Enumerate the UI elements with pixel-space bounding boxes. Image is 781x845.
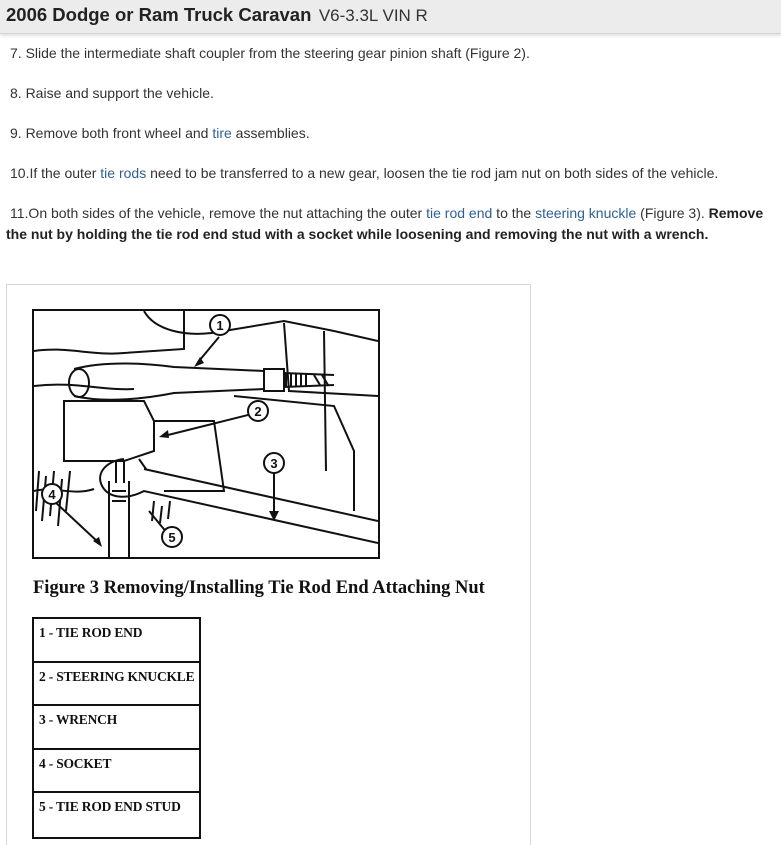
callout-2: 2 [254,404,262,419]
step-8 [10,83,214,104]
inline-link[interactable]: steering knuckle [535,205,637,221]
inline-link[interactable]: tie rod end [426,205,493,221]
tie-rod-illustration [34,311,378,557]
step-text: 10.If the outer [10,165,101,181]
page-subtitle: V6-3.3L VIN R [318,6,428,25]
legend-item-steering-knuckle: 2 - STEERING KNUCKLE [34,663,199,707]
step-text: 9. Remove both front wheel and [10,125,213,141]
step-7 [10,43,530,64]
legend-item-wrench: 3 - WRENCH [34,706,199,750]
legend-item-tie-rod-end: 1 - TIE ROD END [34,619,199,663]
step-text: (Figure 3). [636,205,709,221]
bold-note: Remove the nut by holding the tie rod end stud with a socket while loosening and removing the nut with a wrench. [6,205,764,242]
step-10 [10,163,718,184]
page-title: 2006 Dodge or Ram Truck Caravan [6,4,312,25]
figure-legend [32,617,201,839]
callout-4: 4 [48,487,56,502]
step-text: to the [492,205,536,221]
tie-rod-diagram [32,309,380,559]
legend-item-socket: 4 - SOCKET [34,750,199,794]
callout-1: 1 [216,318,224,333]
figure-caption: Figure 3 Removing/Installing Tie Rod End Attaching Nut [33,578,485,598]
callout-3: 3 [270,456,278,471]
legend-item-tie-rod-end-stud: 5 - TIE ROD END STUD [39,799,181,815]
step-9 [10,123,310,144]
step-text: need to be transferred to a new gear, loosen the tie rod jam nut on both sides of the vehicle. [146,165,719,181]
step-text: 11.On both sides of the vehicle, remove the nut attaching the outer [10,205,427,221]
step-text: 7. Slide the intermediate shaft coupler from the steering gear pinion shaft (Figure 2). [10,45,530,61]
inline-link[interactable]: tire [212,125,232,141]
step-11 [6,203,776,245]
inline-link[interactable]: tie rods [100,165,147,181]
callout-5: 5 [168,530,176,545]
page-header [0,0,781,34]
step-text: assemblies. [231,125,310,141]
step-text: 8. Raise and support the vehicle. [10,85,214,101]
